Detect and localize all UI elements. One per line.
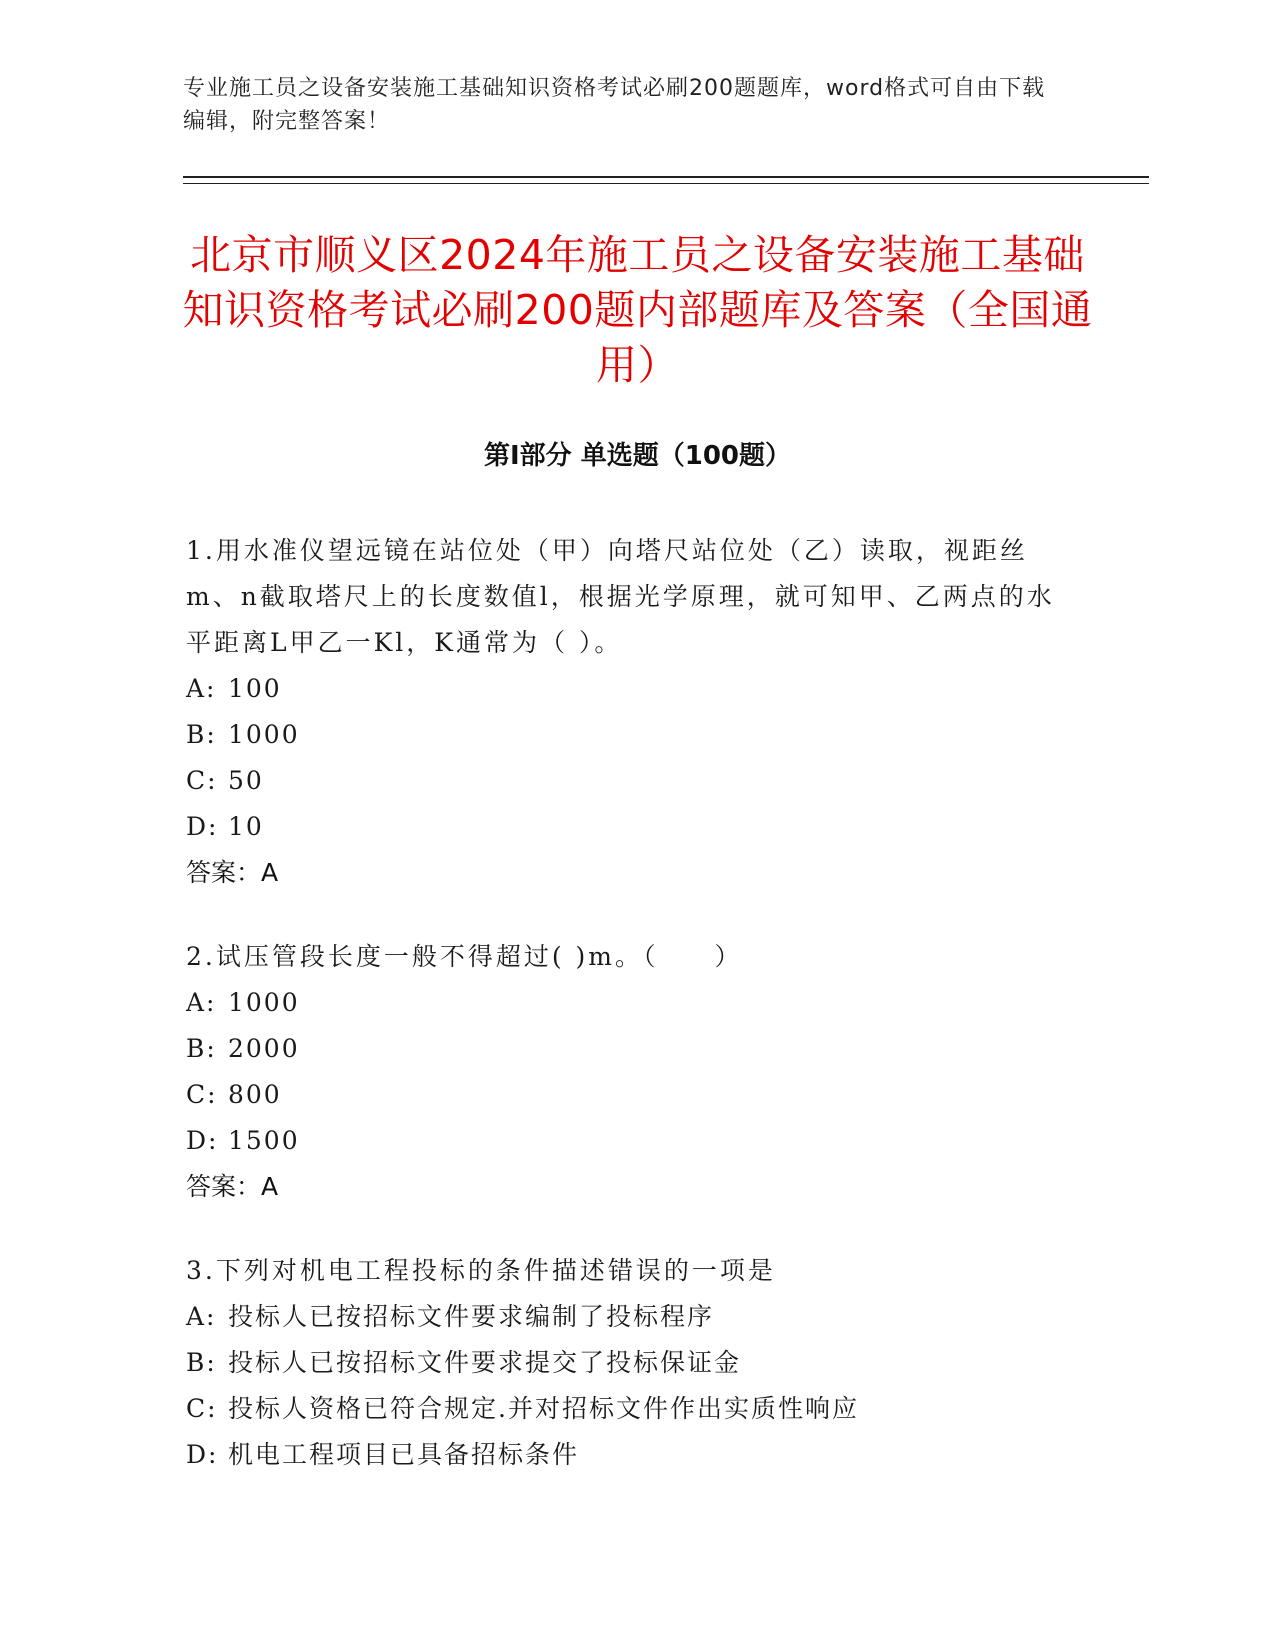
option-d: [186, 804, 1076, 850]
option-key: C:: [186, 1394, 218, 1423]
question-stem: 2.试压管段长度一般不得超过( )m。（ ）: [186, 942, 743, 971]
header-divider-thin: [183, 183, 1149, 184]
option-text: 1000: [228, 988, 300, 1017]
option-key: C:: [186, 1080, 218, 1109]
option-key: A:: [186, 988, 217, 1017]
option-c: [186, 1386, 1076, 1432]
option-key: D:: [186, 1440, 219, 1469]
answer-line: 答案：A: [186, 1172, 279, 1201]
option-text: 800: [228, 1080, 282, 1109]
option-a: [186, 980, 1076, 1026]
option-key: A:: [186, 1302, 217, 1331]
option-text: 投标人已按招标文件要求编制了投标程序: [228, 1302, 715, 1331]
option-key: C:: [186, 766, 218, 795]
question-1: [186, 528, 1076, 896]
option-d: [186, 1432, 1076, 1478]
option-key: B:: [186, 1348, 217, 1377]
option-c: [186, 1072, 1076, 1118]
option-text: 1000: [228, 720, 300, 749]
question-list: [186, 528, 1076, 1516]
question-stem: 3.下列对机电工程投标的条件描述错误的一项是: [186, 1256, 776, 1285]
header-note: 专业施工员之设备安装施工基础知识资格考试必刷200题题库，word格式可自由下载编辑，附完整答案！: [183, 76, 1046, 134]
option-text: 机电工程项目已具备招标条件: [228, 1440, 580, 1469]
document-title: 北京市顺义区2024年施工员之设备安装施工基础知识资格考试必刷200题内部题库及答案（全国通用）: [182, 231, 1093, 389]
option-a: [186, 666, 1076, 712]
option-text: 50: [228, 766, 264, 795]
option-key: B:: [186, 1034, 217, 1063]
question-2: [186, 934, 1076, 1210]
option-b: [186, 712, 1076, 758]
header-divider-thick: [183, 176, 1149, 178]
option-a: [186, 1294, 1076, 1340]
option-d: [186, 1118, 1076, 1164]
option-key: B:: [186, 720, 217, 749]
option-text: 投标人资格已符合规定.并对招标文件作出实质性响应: [228, 1394, 859, 1423]
section-title: 第Ⅰ部分 单选题（100题）: [484, 441, 791, 471]
question-3: [186, 1248, 1076, 1478]
option-key: A:: [186, 674, 217, 703]
option-key: D:: [186, 1126, 219, 1155]
option-text: 投标人已按招标文件要求提交了投标保证金: [228, 1348, 742, 1377]
option-c: [186, 758, 1076, 804]
question-stem: 1.用水准仪望远镜在站位处（甲）向塔尺站位处（乙）读取，视距丝m、n截取塔尺上的长度数值l，根据光学原理，就可知甲、乙两点的水平距离L甲乙一Kl，K通常为（ ）。: [186, 536, 1055, 657]
option-key: D:: [186, 812, 219, 841]
option-text: 100: [228, 674, 282, 703]
option-text: 1500: [228, 1126, 300, 1155]
option-text: 10: [228, 812, 264, 841]
option-text: 2000: [228, 1034, 300, 1063]
answer-line: 答案：A: [186, 858, 279, 887]
option-b: [186, 1340, 1076, 1386]
option-b: [186, 1026, 1076, 1072]
